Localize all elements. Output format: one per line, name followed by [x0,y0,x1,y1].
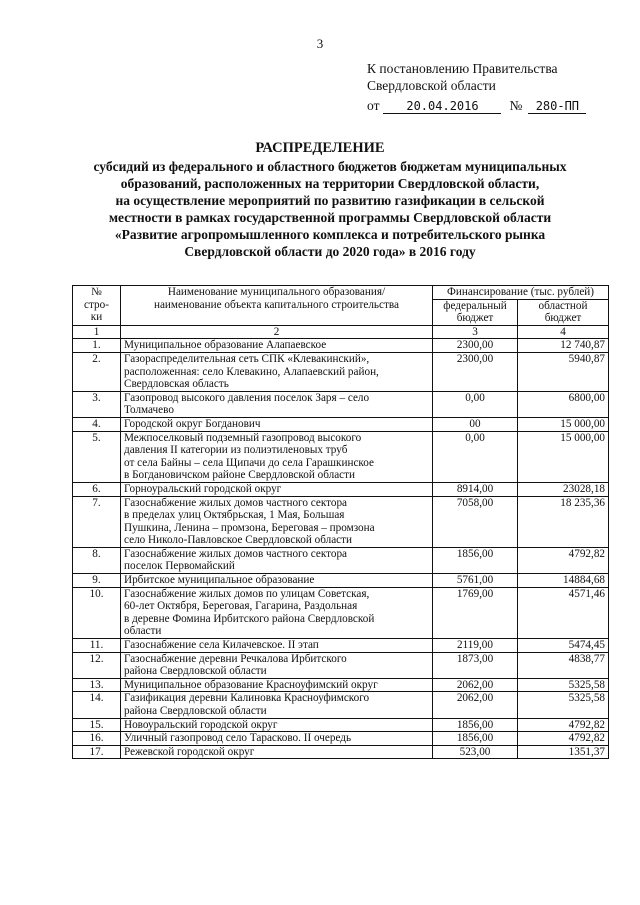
document-title: РАСПРЕДЕЛЕНИЕ [255,140,385,156]
table-row [73,692,609,718]
row-name-line: района Свердловской области [124,665,267,678]
row-name [121,431,433,482]
row-federal-budget: 0,00 [433,391,518,417]
row-name [121,496,433,547]
row-federal-budget: 00 [433,417,518,431]
row-name-line: области [124,625,162,638]
row-federal-budget: 2062,00 [433,692,518,718]
index-cell: 2 [121,325,433,339]
row-federal-budget: 1856,00 [433,718,518,732]
document-subtitle [60,158,600,260]
annex-date-prefix: от [367,98,380,113]
row-name [121,547,433,573]
row-number: 10. [73,587,121,638]
annex-date-line [367,97,586,114]
row-federal-budget: 2300,00 [433,339,518,353]
row-number: 13. [73,678,121,692]
row-name-line: расположенная: село Клевакино, Алапаевский район, [124,365,379,378]
row-name-line: село Николо-Павловское Свердловской области [124,534,353,547]
table-row [73,718,609,732]
row-name [121,678,433,692]
row-federal-budget: 2062,00 [433,678,518,692]
row-name [121,718,433,732]
row-name [121,732,433,746]
row-regional-budget: 15 000,00 [518,431,609,482]
header-federal-budget: федеральный бюджет [433,299,518,325]
row-federal-budget: 1769,00 [433,587,518,638]
row-name-line: давления II категории из полиэтиленовых труб [124,444,348,457]
row-name-line: Свердловская область [124,378,229,391]
row-regional-budget: 15 000,00 [518,417,609,431]
row-federal-budget: 0,00 [433,431,518,482]
row-name-line: Толмачево [124,404,174,417]
row-regional-budget: 12 740,87 [518,339,609,353]
row-name-line: Горноуральский городской округ [124,482,282,495]
index-cell: 4 [518,325,609,339]
row-name-line: Газоснабжение жилых домов по улицам Советская, [124,587,370,600]
row-federal-budget: 1873,00 [433,652,518,678]
table-row [73,391,609,417]
table-row [73,431,609,482]
row-number: 2. [73,352,121,391]
row-number: 14. [73,692,121,718]
row-name-line: Ирбитское муниципальное образование [124,574,315,587]
row-name [121,587,433,638]
row-name-line: Газораспределительная сеть СПК «Клевакинский», [124,352,370,365]
row-name-line: от села Байны – села Щипачи до села Гарашкинское [124,456,374,469]
row-number: 17. [73,745,121,759]
table-row [73,352,609,391]
row-regional-budget: 18 235,36 [518,496,609,547]
table-row [73,574,609,588]
annex-line-1: К постановлению Правительства [367,61,558,76]
row-name [121,652,433,678]
table-header-row [73,286,609,300]
row-number: 6. [73,482,121,496]
table-index-row [73,325,609,339]
subtitle-line: Свердловской области до 2020 года» в 2016 году [184,244,476,259]
header-row-number: № стро- ки [73,286,121,326]
table-row [73,639,609,653]
table-body [73,339,609,759]
row-number: 7. [73,496,121,547]
page-number: 3 [316,36,324,51]
index-cell: 1 [73,325,121,339]
row-name [121,639,433,653]
row-number: 4. [73,417,121,431]
row-name-line: в деревне Фомина Ирбитского района Свердловской [124,612,375,625]
row-name [121,692,433,718]
row-regional-budget: 1351,37 [518,745,609,759]
row-name-line: Муниципальное образование Алапаевское [124,339,327,352]
row-name [121,745,433,759]
subsidy-table [72,285,609,759]
annex-number-value: 280-ПП [528,99,586,114]
table-row [73,678,609,692]
annex-number-label: № [509,98,523,113]
table-row [73,496,609,547]
row-federal-budget: 2300,00 [433,352,518,391]
index-cell: 3 [433,325,518,339]
row-name-line: Газификация деревни Калиновка Красноуфимского [124,692,370,705]
table-row [73,482,609,496]
row-federal-budget: 1856,00 [433,732,518,746]
row-name-line: Газопровод высокого давления поселок Заря – село [124,391,370,404]
row-name-line: Межпоселковый подземный газопровод высокого [124,431,362,444]
row-name-line: Городской округ Богданович [124,417,261,430]
row-regional-budget: 4792,82 [518,718,609,732]
row-regional-budget: 4792,82 [518,547,609,573]
row-federal-budget: 7058,00 [433,496,518,547]
row-number: 12. [73,652,121,678]
row-federal-budget: 1856,00 [433,547,518,573]
subtitle-line: на осуществление мероприятий по развитию газификации в сельской [115,193,545,208]
row-regional-budget: 5325,58 [518,692,609,718]
row-name-line: Новоуральский городской округ [124,718,278,731]
row-number: 5. [73,431,121,482]
row-federal-budget: 5761,00 [433,574,518,588]
row-regional-budget: 5940,87 [518,352,609,391]
header-name: Наименование муниципального образования/ наименование объекта капитального строительства [121,286,433,326]
row-federal-budget: 523,00 [433,745,518,759]
header-regional-budget: областной бюджет [518,299,609,325]
row-name [121,352,433,391]
annex-block [367,60,586,114]
row-name-line: поселок Первомайский [124,560,235,573]
subtitle-line: «Развитие агропромышленного комплекса и потребительского рынка [114,227,546,242]
row-regional-budget: 4792,82 [518,732,609,746]
row-name [121,391,433,417]
row-name-line: Режевской городской округ [124,745,255,758]
subtitle-line: местности в рамках государственной программы Свердловской области [108,210,552,225]
row-regional-budget: 4838,77 [518,652,609,678]
row-name-line: Пушкина, Ленина – промзона, Береговая – промзона [124,521,375,534]
row-federal-budget: 2119,00 [433,639,518,653]
row-name-line: Газоснабжение жилых домов частного сектора [124,547,348,560]
table-row [73,339,609,353]
row-number: 15. [73,718,121,732]
header-financing: Финансирование (тыс. рублей) [433,286,609,300]
row-name-line: Газоснабжение села Килачевское. II этап [124,639,319,652]
row-number: 3. [73,391,121,417]
row-name-line: в пределах улиц Октябрьская, 1 Мая, Большая [124,509,345,522]
row-name-line: Газоснабжение деревни Речкалова Ирбитского [124,652,347,665]
row-number: 9. [73,574,121,588]
row-number: 11. [73,639,121,653]
row-regional-budget: 23028,18 [518,482,609,496]
row-name [121,574,433,588]
row-regional-budget: 4571,46 [518,587,609,638]
table-row [73,587,609,638]
row-number: 16. [73,732,121,746]
annex-date-value: 20.04.2016 [383,99,501,114]
row-name [121,417,433,431]
row-federal-budget: 8914,00 [433,482,518,496]
row-regional-budget: 6800,00 [518,391,609,417]
row-regional-budget: 14884,68 [518,574,609,588]
row-name-line: 60-лет Октября, Береговая, Гагарина, Раздольная [124,600,358,613]
table-row [73,547,609,573]
subtitle-line: образований, расположенных на территории Свердловской области, [120,176,540,191]
row-regional-budget: 5325,58 [518,678,609,692]
row-number: 8. [73,547,121,573]
row-number: 1. [73,339,121,353]
row-name-line: Уличный газопровод село Тарасково. II очередь [124,732,352,745]
row-name-line: Муниципальное образование Красноуфимский округ [124,678,378,691]
row-name-line: района Свердловской области [124,705,267,717]
table-row [73,745,609,759]
annex-line-2: Свердловской области [367,78,496,93]
row-name [121,482,433,496]
row-name-line: Газоснабжение жилых домов частного сектора [124,496,348,509]
row-name-line: в Богдановичском районе Свердловской области [124,469,356,482]
row-regional-budget: 5474,45 [518,639,609,653]
row-name [121,339,433,353]
table-row [73,417,609,431]
subtitle-line: субсидий из федерального и областного бюджетов бюджетам муниципальных [93,159,567,174]
table-row [73,732,609,746]
table-row [73,652,609,678]
